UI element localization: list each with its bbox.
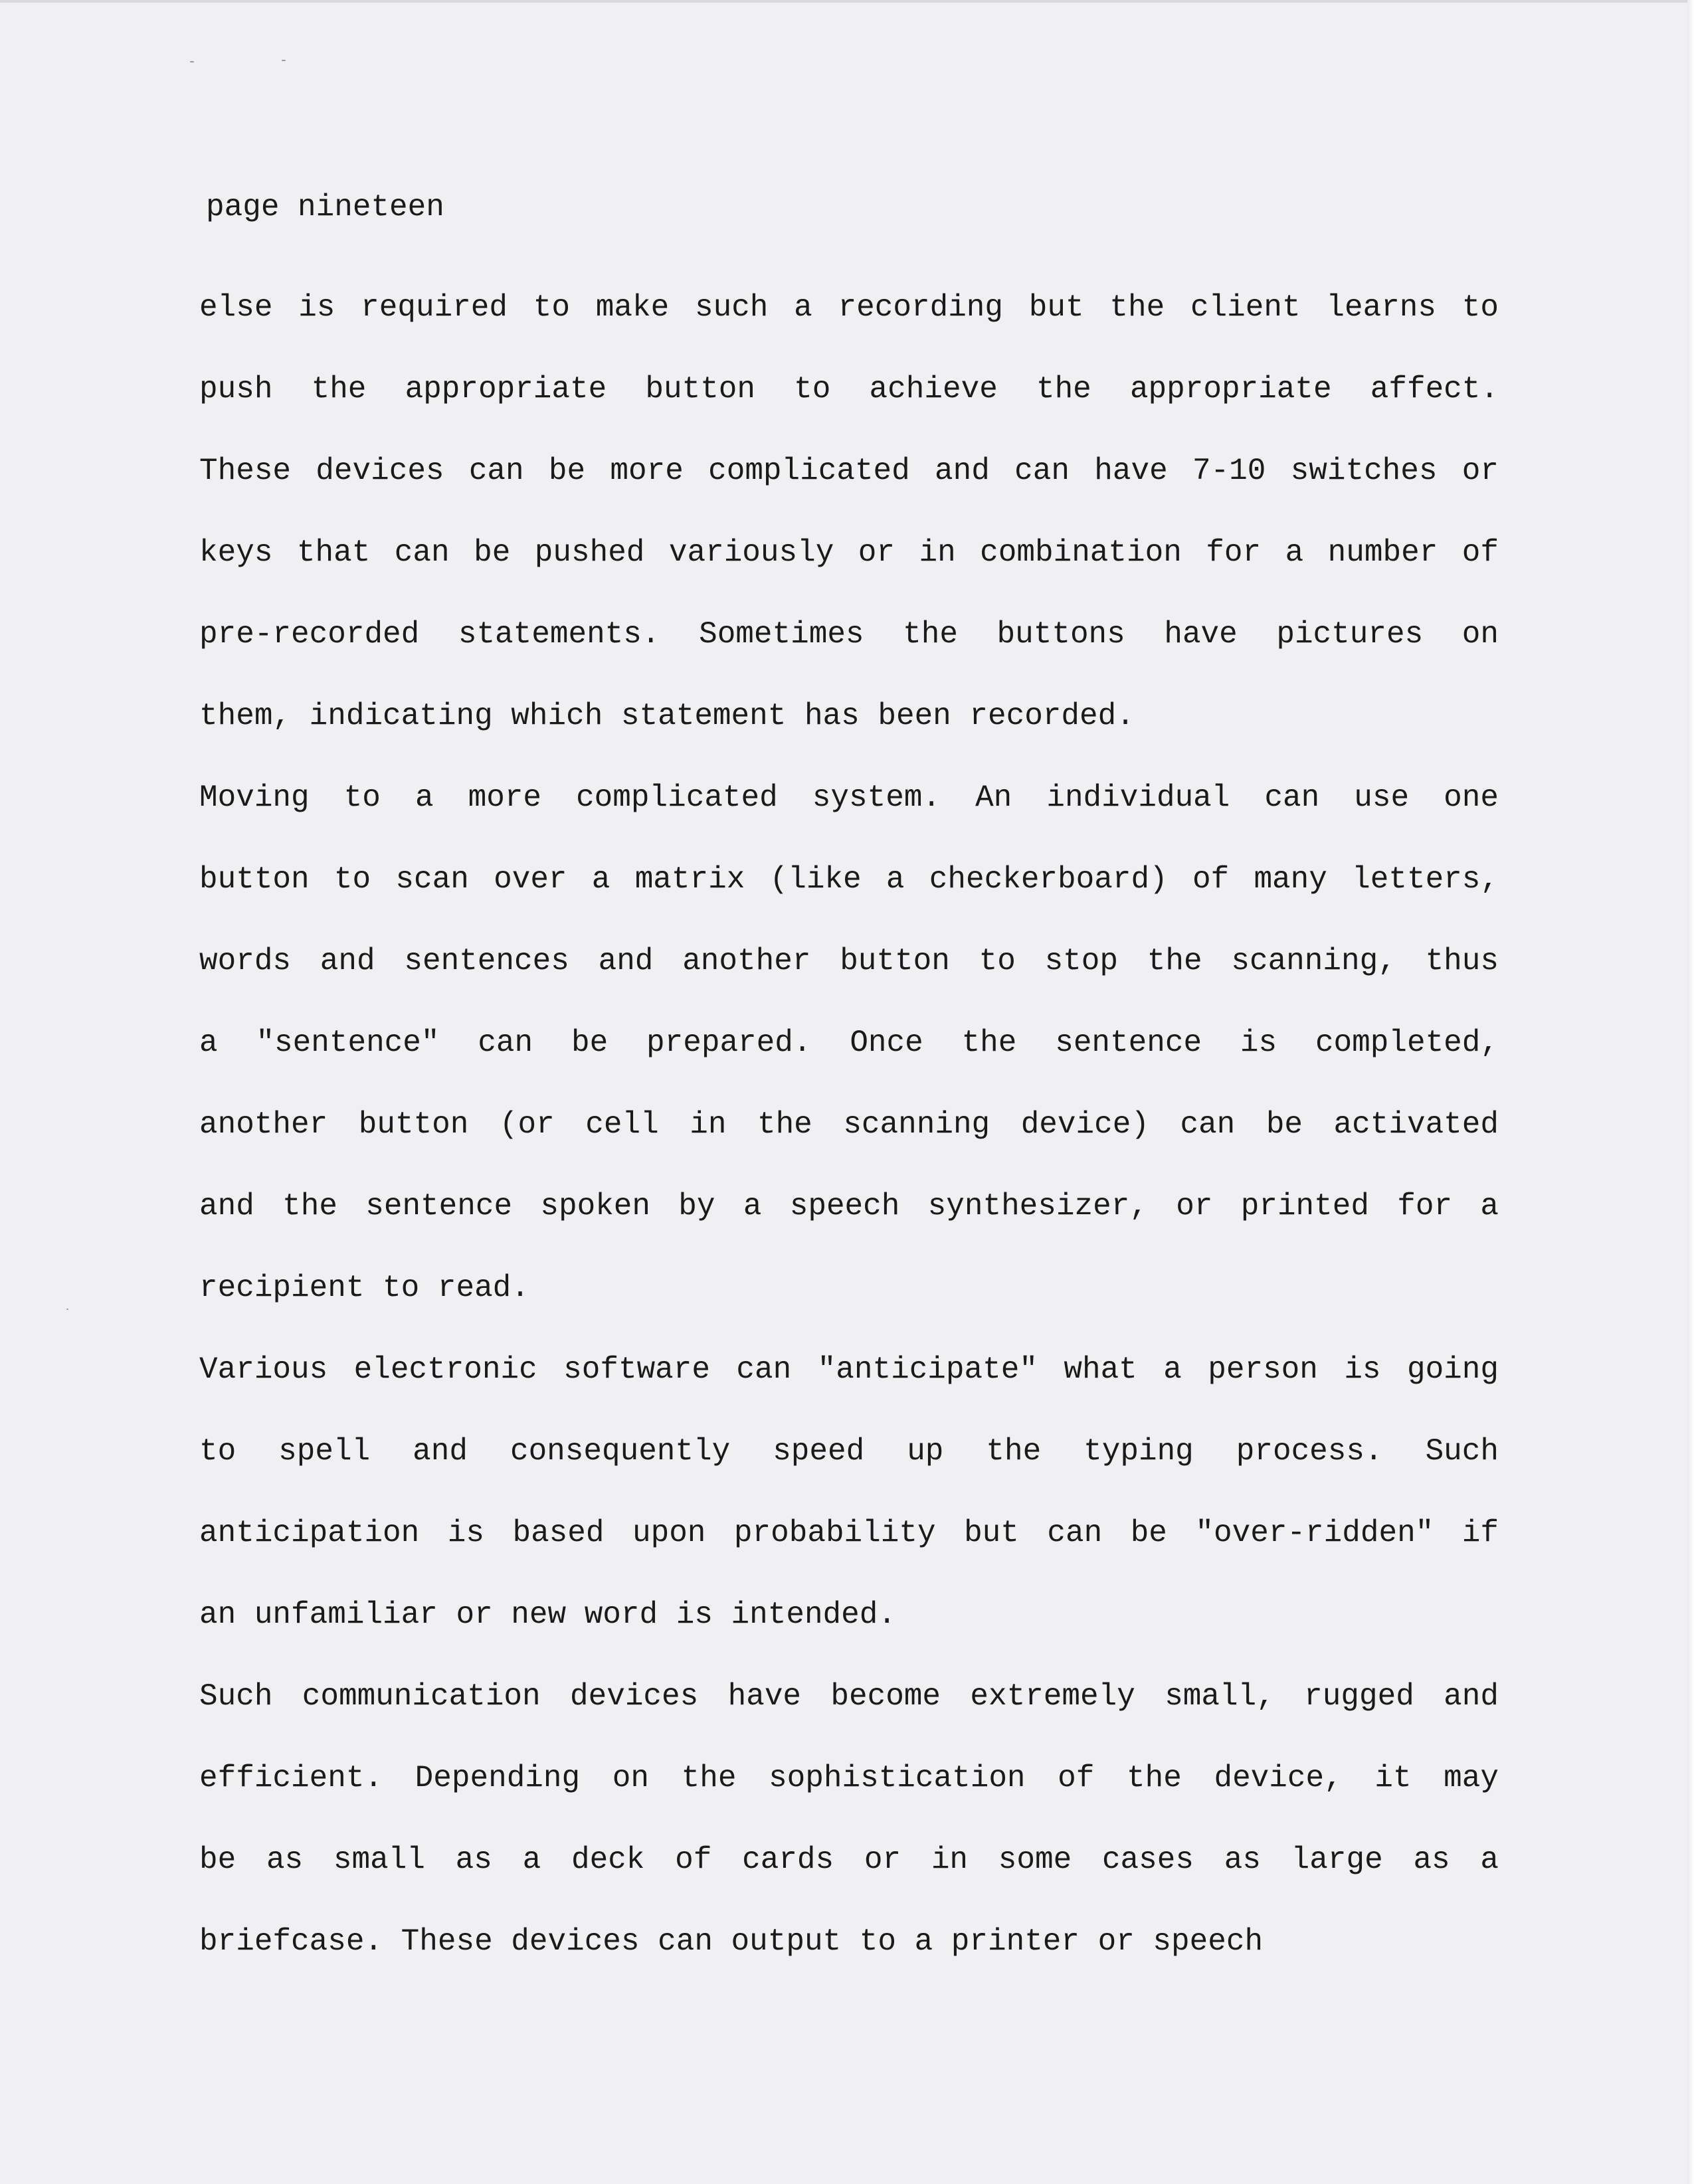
text-line: keys that can be pushed variously or in combination for a number of: [199, 535, 1499, 570]
text-line: them, indicating which statement has been recorded.: [199, 699, 1135, 733]
text-line: words and sentences and another button to stop the scanning, thus: [199, 944, 1499, 978]
text-line: These devices can be more complicated and can have 7-10 switches or: [199, 454, 1499, 488]
text-line: efficient. Depending on the sophistication of the device, it may: [199, 1761, 1499, 1795]
text-line: pre-recorded statements. Sometimes the buttons have pictures on: [199, 617, 1499, 652]
text-line: else is required to make such a recording but the client learns to: [199, 290, 1499, 325]
page-header: page nineteen: [206, 190, 444, 225]
text-line: Such communication devices have become extremely small, rugged and: [199, 1679, 1499, 1714]
scan-speck: [190, 61, 194, 62]
page-right-edge: [1687, 0, 1694, 2184]
text-line: button to scan over a matrix (like a checkerboard) of many letters,: [199, 862, 1499, 897]
text-line: and the sentence spoken by a speech synthesizer, or printed for a: [199, 1189, 1499, 1224]
text-line: an unfamiliar or new word is intended.: [199, 1597, 896, 1632]
body-text: [199, 267, 1499, 1983]
text-line: recipient to read.: [199, 1271, 529, 1305]
text-line: briefcase. These devices can output to a printer or speech: [199, 1924, 1264, 1959]
text-line: push the appropriate button to achieve the appropriate affect.: [199, 372, 1499, 407]
scan-speck: [66, 1309, 68, 1310]
text-line: be as small as a deck of cards or in some cases as large as a: [199, 1843, 1499, 1877]
text-line: another button (or cell in the scanning device) can be activated: [199, 1107, 1499, 1142]
page-top-edge: [0, 0, 1694, 3]
text-line: Various electronic software can "anticipate" what a person is going: [199, 1352, 1499, 1387]
text-line: anticipation is based upon probability but can be "over-ridden" if: [199, 1516, 1499, 1550]
scan-speck: [282, 60, 286, 61]
text-line: Moving to a more complicated system. An individual can use one: [199, 780, 1499, 815]
text-line: to spell and consequently speed up the typing process. Such: [199, 1434, 1499, 1469]
text-line: a "sentence" can be prepared. Once the sentence is completed,: [199, 1026, 1499, 1060]
